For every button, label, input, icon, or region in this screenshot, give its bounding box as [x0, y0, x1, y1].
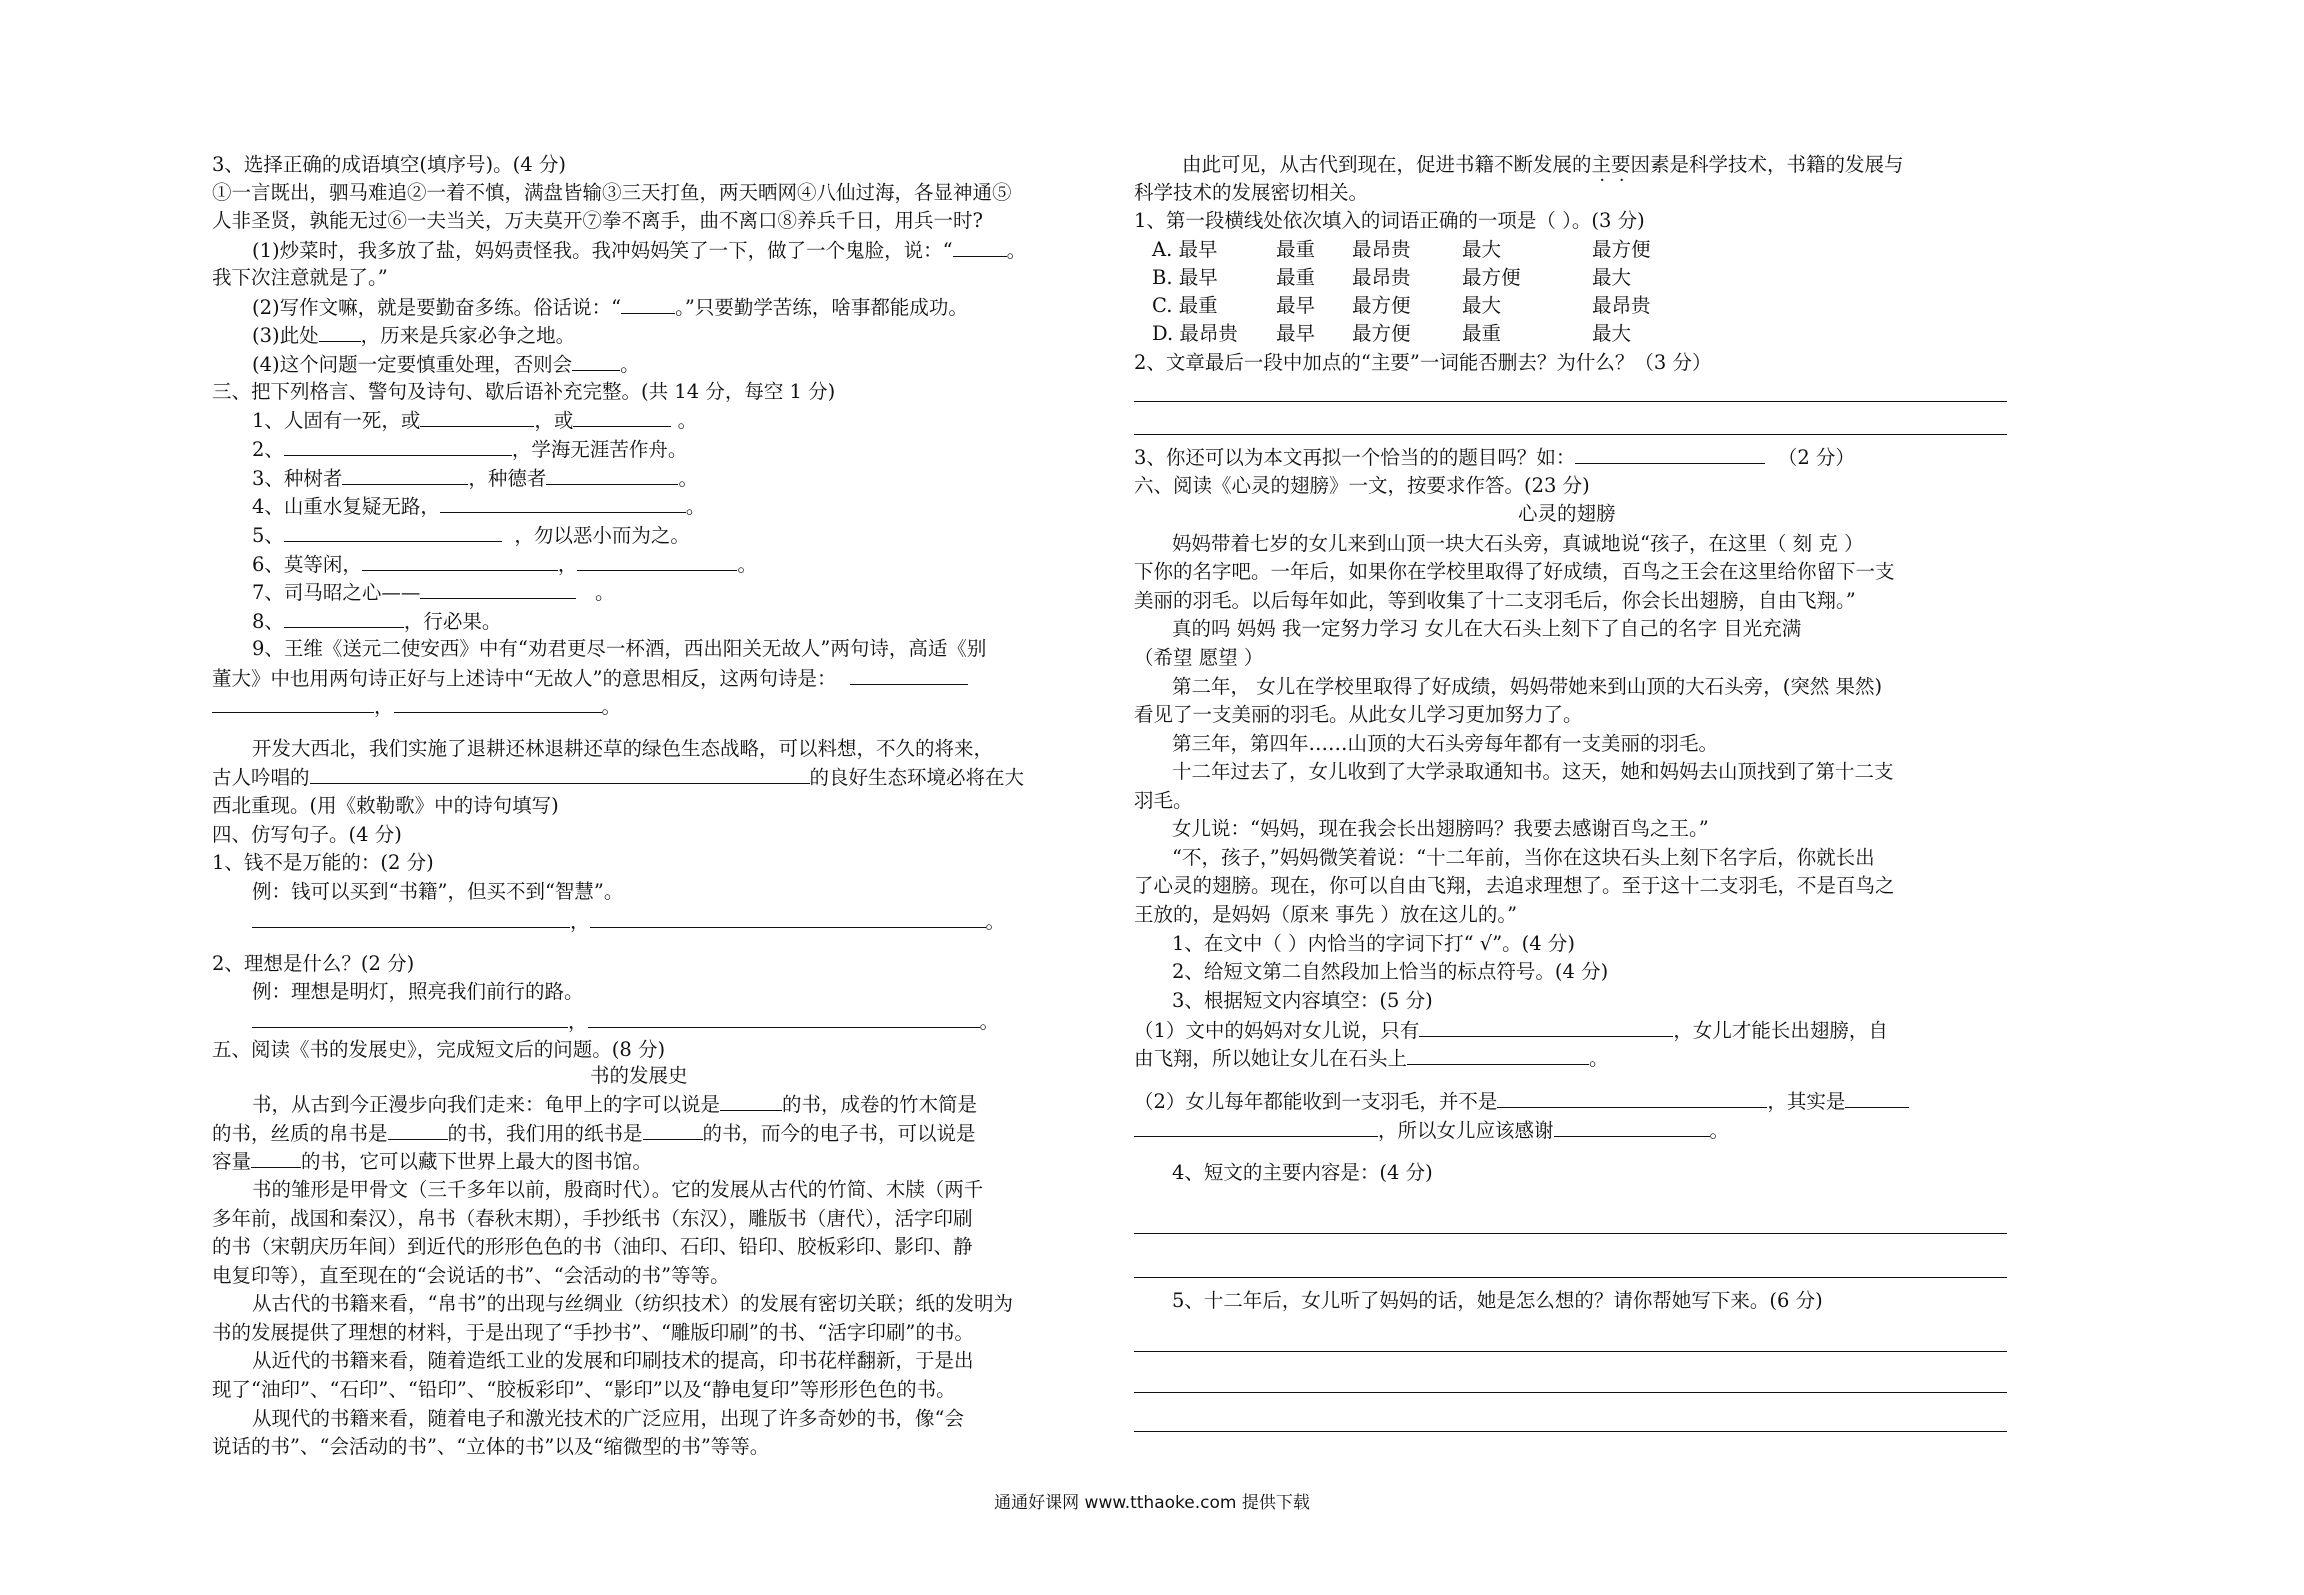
wings-p3-line-1: 第二年， 女儿在学校里取得了好成绩，妈妈带她来到山顶的大石头旁，(突然 果然)	[1172, 675, 1883, 698]
blank[interactable]	[850, 664, 968, 685]
answer-line[interactable]	[1134, 1392, 2007, 1393]
idiom-item-1: (1)炒菜时，我多放了盐，妈妈责怪我。我冲妈妈笑了一下，做了一个鬼脸，说：“ 。	[252, 236, 1026, 265]
q2-heading: 2、文章最后一段中加点的“主要”一词能否删去？为什么？（3 分）	[1134, 351, 1712, 374]
answer-line[interactable]	[1134, 1233, 2007, 1234]
wings-q1: 1、在文中（ ）内恰当的字词下打“ √”。(4 分)	[1172, 932, 1575, 955]
blank[interactable]	[394, 692, 602, 713]
blank[interactable]	[284, 607, 404, 628]
answer-line[interactable]	[1134, 1431, 2007, 1432]
blank[interactable]	[1575, 443, 1765, 464]
book-history-p3-line-1: 从古代的书籍来看，“帛书”的出现与丝绸业（纺织技术）的发展有密切关联；纸的发明为	[252, 1292, 1013, 1315]
idiom-item-1-cont: 我下次注意就是了。”	[212, 266, 388, 289]
blank[interactable]	[1407, 1044, 1589, 1065]
proverb-1: 1、人固有一死，或 ，或 。	[252, 406, 697, 435]
blank[interactable]	[643, 1119, 703, 1140]
imitation-2-heading: 2、理想是什么？(2 分)	[212, 952, 415, 975]
q1-choice-heading: 1、第一段横线处依次填入的词语正确的一项是（ ）。(3 分)	[1134, 209, 1645, 232]
wings-q2: 2、给短文第二自然段加上恰当的标点符号。(4 分)	[1172, 960, 1609, 983]
section-6-heading: 六、阅读《心灵的翅膀》一文，按要求作答。(23 分)	[1134, 474, 1590, 497]
imitation-1-heading: 1、钱不是万能的：(2 分)	[212, 851, 434, 874]
wings-q3-1-line-2: 由飞翔，所以她让女儿在石头上 。	[1134, 1044, 1609, 1073]
blank[interactable]	[420, 578, 576, 599]
imitation-2-example: 例：理想是明灯，照亮我们前行的路。	[252, 980, 584, 1003]
proverb-4: 4、山重水复疑无路， 。	[252, 492, 705, 521]
blank[interactable]	[1497, 1087, 1767, 1108]
q3-heading: 3、你还可以为本文再拟一个恰当的的题目吗？如： （2 分）	[1134, 443, 1855, 472]
idiom-list-line-1: ①一言既出，驷马难追②一着不慎，满盘皆输③三天打鱼，两天晒网④八仙过海，各显神通⑤	[212, 181, 1012, 204]
book-history-p2-line-2: 多年前，战国和秦汉），帛书（春秋末期），手抄纸书（东汉），雕版书（唐代），活字印刷	[212, 1207, 973, 1230]
book-history-p5-line-2: 说话的书”、“会活动的书”、“立体的书”以及“缩微型的书”等等。	[212, 1435, 770, 1458]
answer-line[interactable]	[1134, 401, 2007, 402]
wings-q3-2-line-1: （2）女儿每年都能收到一支羽毛，并不是 ，其实是	[1134, 1087, 1909, 1116]
blank[interactable]	[573, 406, 671, 427]
section-3-heading: 三、把下列格言、警句及诗句、歇后语补充完整。(共 14 分，每空 1 分)	[212, 380, 836, 403]
wings-p5-line-2: 羽毛。	[1134, 789, 1193, 812]
answer-line[interactable]	[1134, 434, 2007, 435]
blank[interactable]	[420, 406, 534, 427]
book-history-p3-line-2: 书的发展提供了理想的材料，于是出现了“手抄书”、“雕版印刷”的书、“活字印刷”的书。	[212, 1321, 974, 1344]
book-history-p1-line-3: 容量 的书，它可以藏下世界上最大的图书馆。	[212, 1147, 652, 1176]
blank[interactable]	[1134, 1116, 1378, 1137]
northwest-paragraph-1: 开发大西北，我们实施了退耕还林退耕还草的绿色生态战略，可以料想，不久的将来，	[252, 737, 994, 760]
proverb-9-line-2: 董大》中也用两句诗正好与上述诗中“无故人”的意思相反，这两句诗是：	[212, 664, 968, 693]
imitation-2-answer: ， 。	[252, 1007, 999, 1036]
blank[interactable]	[1845, 1087, 1909, 1108]
blank[interactable]	[953, 236, 1007, 257]
section-4-heading: 四、仿写句子。(4 分)	[212, 823, 402, 846]
blank[interactable]	[588, 1007, 980, 1028]
proverb-7: 7、司马昭之心—— 。	[252, 578, 615, 607]
wings-q3: 3、根据短文内容填空：(5 分)	[1172, 989, 1433, 1012]
question-3-heading: 3、选择正确的成语填空(填序号)。(4 分)	[212, 153, 566, 176]
blank[interactable]	[251, 1147, 301, 1168]
section-5-heading: 五、阅读《书的发展史》，完成短文后的问题。(8 分)	[212, 1038, 666, 1061]
blank[interactable]	[440, 492, 686, 513]
book-history-p2-line-3: 的书（宋朝庆历年间）到近代的形形色色的书（油印、石印、铅印、胶板彩印、影印、静	[212, 1235, 973, 1258]
wings-p2-line-1: 真的吗 妈妈 我一定努力学习 女儿在大石头上刻下了自己的名字 目光充满	[1172, 617, 1802, 640]
blank[interactable]	[252, 1007, 568, 1028]
book-history-p1-line-1: 书，从古到今正漫步向我们走来：龟甲上的字可以说是 的书，成卷的竹木简是	[252, 1090, 977, 1119]
blank[interactable]	[546, 464, 678, 485]
blank[interactable]	[342, 464, 468, 485]
proverb-5: 5、 ，勿以恶小而为之。	[252, 521, 690, 550]
conclusion-line-2: 科学技术的发展密切相关。	[1134, 181, 1369, 204]
wings-p7-line-3: 王放的，是妈妈（原来 事先 ）放在这儿的。”	[1134, 903, 1518, 926]
conclusion-line-1: 由此可见，从古代到现在，促进书籍不断发展的主要因素是科学技术，书籍的发展与	[1182, 153, 1904, 176]
proverb-3: 3、种树者 ，种德者 。	[252, 464, 698, 493]
proverb-6: 6、莫等闲， ， 。	[252, 550, 757, 579]
wings-q3-1-line-1: （1）文中的妈妈对女儿说，只有 ，女儿才能长出翅膀，自	[1134, 1016, 1888, 1045]
wings-p1-line-2: 下你的名字吧。一年后，如果你在学校里取得了好成绩，百鸟之王会在这里给你留下一支	[1134, 560, 1895, 583]
wings-p7-line-1: “不，孩子，”妈妈微笑着说：“十二年前，当你在这块石头上刻下名字后，你就长出	[1172, 846, 1875, 869]
proverb-8: 8、 ，行必果。	[252, 607, 501, 636]
blank[interactable]	[284, 521, 502, 542]
northwest-paragraph-3: 西北重现。(用《敕勒歌》中的诗句填写)	[212, 794, 559, 817]
wings-p6: 女儿说：“妈妈，现在我会长出翅膀吗？我要去感谢百鸟之王。”	[1172, 817, 1709, 840]
blank[interactable]	[310, 763, 810, 784]
idiom-list-line-2: 人非圣贤，孰能无过⑥一夫当关，万夫莫开⑦拳不离手，曲不离口⑧养兵千日，用兵一时?	[212, 209, 983, 232]
northwest-paragraph-2: 古人吟唱的 的良好生态环境必将在大	[212, 763, 1024, 792]
proverb-2: 2、 ，学海无涯苦作舟。	[252, 435, 687, 464]
proverb-9-line-3: ， 。	[212, 692, 621, 721]
blank[interactable]	[1419, 1016, 1673, 1037]
wings-q3-2-line-2: ，所以女儿应该感谢 。	[1134, 1116, 1729, 1145]
dotted-char: 主	[1591, 153, 1612, 176]
wings-q5: 5、十二年后，女儿听了妈妈的话，她是怎么想的？请你帮她写下来。(6 分)	[1172, 1289, 1823, 1312]
wings-p2-line-2: （希望 愿望 ）	[1134, 646, 1264, 669]
wings-p5-line-1: 十二年过去了，女儿收到了大学录取通知书。这天，她和妈妈去山顶找到了第十二支	[1172, 760, 1894, 783]
imitation-1-answer: ， 。	[252, 907, 1005, 936]
proverb-9-line-1: 9、王维《送元二使安西》中有“劝君更尽一杯酒，西出阳关无故人”两句诗，高适《别	[252, 637, 987, 660]
imitation-1-example: 例：钱可以买到“书籍”，但买不到“智慧”。	[252, 880, 624, 903]
book-history-p5-line-1: 从现代的书籍来看，随着电子和激光技术的广泛应用，出现了许多奇妙的书，像“会	[252, 1407, 964, 1430]
blank[interactable]	[362, 550, 558, 571]
blank[interactable]	[319, 321, 361, 342]
blank[interactable]	[212, 692, 374, 713]
idiom-item-2: (2)写作文嘛，就是要勤奋多练。俗话说：“ 。”只要勤学苦练，啥事都能成功。	[252, 293, 968, 322]
book-history-p4-line-1: 从近代的书籍来看，随着造纸工业的发展和印刷技术的提高，印书花样翻新，于是出	[252, 1349, 974, 1372]
blank[interactable]	[720, 1090, 782, 1111]
dotted-char: 要	[1611, 153, 1631, 176]
answer-line[interactable]	[1134, 1351, 2007, 1352]
answer-line[interactable]	[1134, 1277, 2007, 1278]
book-history-p4-line-2: 现了“油印”、“石印”、“铅印”、“胶板彩印”、“影印”以及“静电复印”等形形色色的书。	[212, 1378, 956, 1401]
blank[interactable]	[577, 550, 737, 571]
passage-title-wings: 心灵的翅膀	[1518, 502, 1616, 525]
blank[interactable]	[252, 907, 570, 928]
wings-p1-line-3: 美丽的羽毛。以后每年如此，等到收集了十二支羽毛后，你会长出翅膀，自由飞翔。”	[1134, 589, 1856, 612]
wings-p7-line-2: 了心灵的翅膀。现在，你可以自由飞翔，去追求理想了。至于这十二支羽毛，不是百鸟之	[1134, 874, 1895, 897]
blank[interactable]	[590, 907, 986, 928]
page-footer: 通通好课网 www.tthaoke.com 提供下载	[994, 1493, 1310, 1513]
idiom-item-3: (3)此处 ，历来是兵家必争之地。	[252, 321, 575, 350]
passage-title-book-history: 书的发展史	[590, 1064, 688, 1087]
blank[interactable]	[621, 293, 675, 314]
blank[interactable]	[572, 350, 620, 371]
book-history-p2-line-4: 电复印等），直至现在的“会说话的书”、“会活动的书”等等。	[212, 1264, 730, 1287]
wings-p1-line-1: 妈妈带着七岁的女儿来到山顶一块大石头旁，真诚地说“孩子，在这里（ 刻 克 ）	[1172, 532, 1864, 555]
blank[interactable]	[284, 435, 512, 456]
book-history-p1-line-2: 的书，丝质的帛书是 的书，我们用的纸书是 的书，而今的电子书，可以说是	[212, 1119, 976, 1148]
blank[interactable]	[1554, 1116, 1710, 1137]
book-history-p2-line-1: 书的雏形是甲骨文（三千多年以前，殷商时代）。它的发展从古代的竹简、木牍（两千	[252, 1178, 984, 1201]
blank[interactable]	[388, 1119, 448, 1140]
wings-q4: 4、短文的主要内容是：(4 分)	[1172, 1161, 1433, 1184]
wings-p4: 第三年，第四年……山顶的大石头旁每年都有一支美丽的羽毛。	[1172, 732, 1719, 755]
wings-p3-line-2: 看见了一支美丽的羽毛。从此女儿学习更加努力了。	[1134, 703, 1583, 726]
idiom-item-4: (4)这个问题一定要慎重处理，否则会 。	[252, 350, 640, 379]
